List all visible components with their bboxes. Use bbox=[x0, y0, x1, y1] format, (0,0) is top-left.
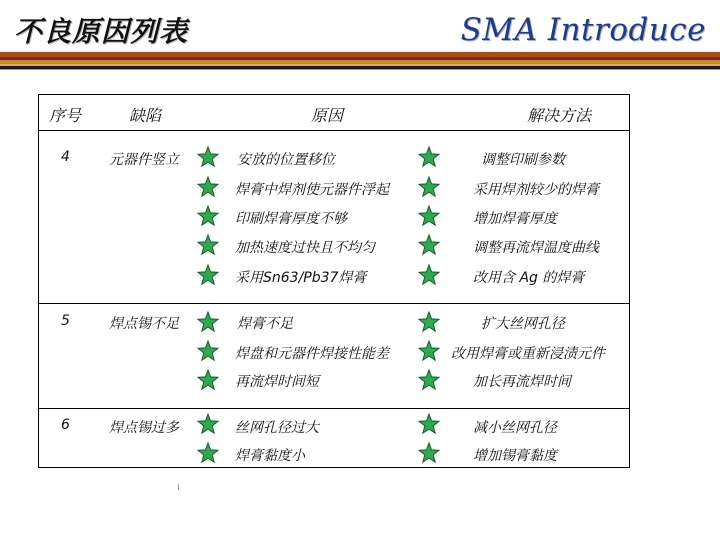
green-star-icon bbox=[418, 176, 440, 198]
divider-tick bbox=[178, 484, 179, 490]
cause-text: 安放的位置移位 bbox=[237, 152, 335, 168]
defect-name: 焊点锡不足 bbox=[109, 316, 179, 332]
solution-text: 增加焊膏厚度 bbox=[473, 211, 557, 227]
page-title: 不良原因列表 bbox=[14, 15, 189, 48]
solution-text: 加长再流焊时间 bbox=[473, 374, 571, 390]
row-number: 6 bbox=[61, 417, 70, 433]
green-star-icon bbox=[197, 176, 219, 198]
solution-text: 增加锡膏黏度 bbox=[473, 448, 557, 464]
green-star-icon bbox=[197, 369, 219, 391]
green-star-icon bbox=[418, 205, 440, 227]
cause-text: 丝网孔径过大 bbox=[235, 420, 319, 436]
cause-text: 再流焊时间短 bbox=[235, 374, 319, 390]
solution-text: 调整再流焊温度曲线 bbox=[473, 240, 599, 256]
row-number: 4 bbox=[61, 149, 70, 165]
green-star-icon bbox=[197, 205, 219, 227]
column-header-no: 序号 bbox=[49, 106, 82, 125]
column-header-cause: 原因 bbox=[311, 106, 344, 125]
solution-text: 调整印刷参数 bbox=[481, 152, 565, 168]
green-star-icon bbox=[197, 311, 219, 333]
solution-text: 扩大丝网孔径 bbox=[481, 316, 565, 332]
green-star-icon bbox=[418, 340, 440, 362]
column-header-solution: 解决方法 bbox=[527, 106, 592, 125]
green-star-icon bbox=[418, 264, 440, 286]
solution-text: 改用含 Ag 的焊膏 bbox=[473, 270, 585, 286]
solution-text: 采用焊剂较少的焊膏 bbox=[473, 182, 599, 198]
green-star-icon bbox=[197, 340, 219, 362]
table-divider bbox=[39, 408, 629, 409]
cause-text: 加热速度过快且不均匀 bbox=[235, 240, 375, 256]
green-star-icon bbox=[197, 442, 219, 464]
cause-text: 焊膏黏度小 bbox=[235, 448, 305, 464]
header-band bbox=[0, 69, 720, 70]
green-star-icon bbox=[418, 369, 440, 391]
brand-logo-text: SMA Introduce bbox=[460, 12, 706, 48]
solution-text: 改用焊膏或重新浸渍元件 bbox=[451, 346, 605, 362]
cause-text: 焊盘和元器件焊接性能差 bbox=[235, 346, 389, 362]
table-divider bbox=[39, 303, 629, 304]
green-star-icon bbox=[418, 146, 440, 168]
cause-text: 采用Sn63/Pb37焊膏 bbox=[235, 270, 367, 286]
defect-table bbox=[38, 94, 630, 468]
solution-text: 减小丝网孔径 bbox=[473, 420, 557, 436]
row-number: 5 bbox=[61, 313, 70, 329]
green-star-icon bbox=[418, 234, 440, 256]
cause-text: 焊膏中焊剂使元器件浮起 bbox=[235, 182, 389, 198]
green-star-icon bbox=[418, 442, 440, 464]
defect-name: 焊点锡过多 bbox=[109, 420, 179, 436]
cause-text: 印刷焊膏厚度不够 bbox=[235, 211, 347, 227]
green-star-icon bbox=[197, 234, 219, 256]
green-star-icon bbox=[418, 311, 440, 333]
green-star-icon bbox=[197, 146, 219, 168]
cause-text: 焊膏不足 bbox=[237, 316, 293, 332]
column-header-defect: 缺陷 bbox=[129, 106, 162, 125]
green-star-icon bbox=[197, 264, 219, 286]
defect-name: 元器件竖立 bbox=[109, 152, 179, 168]
green-star-icon bbox=[197, 413, 219, 435]
table-divider bbox=[39, 130, 629, 131]
green-star-icon bbox=[418, 413, 440, 435]
